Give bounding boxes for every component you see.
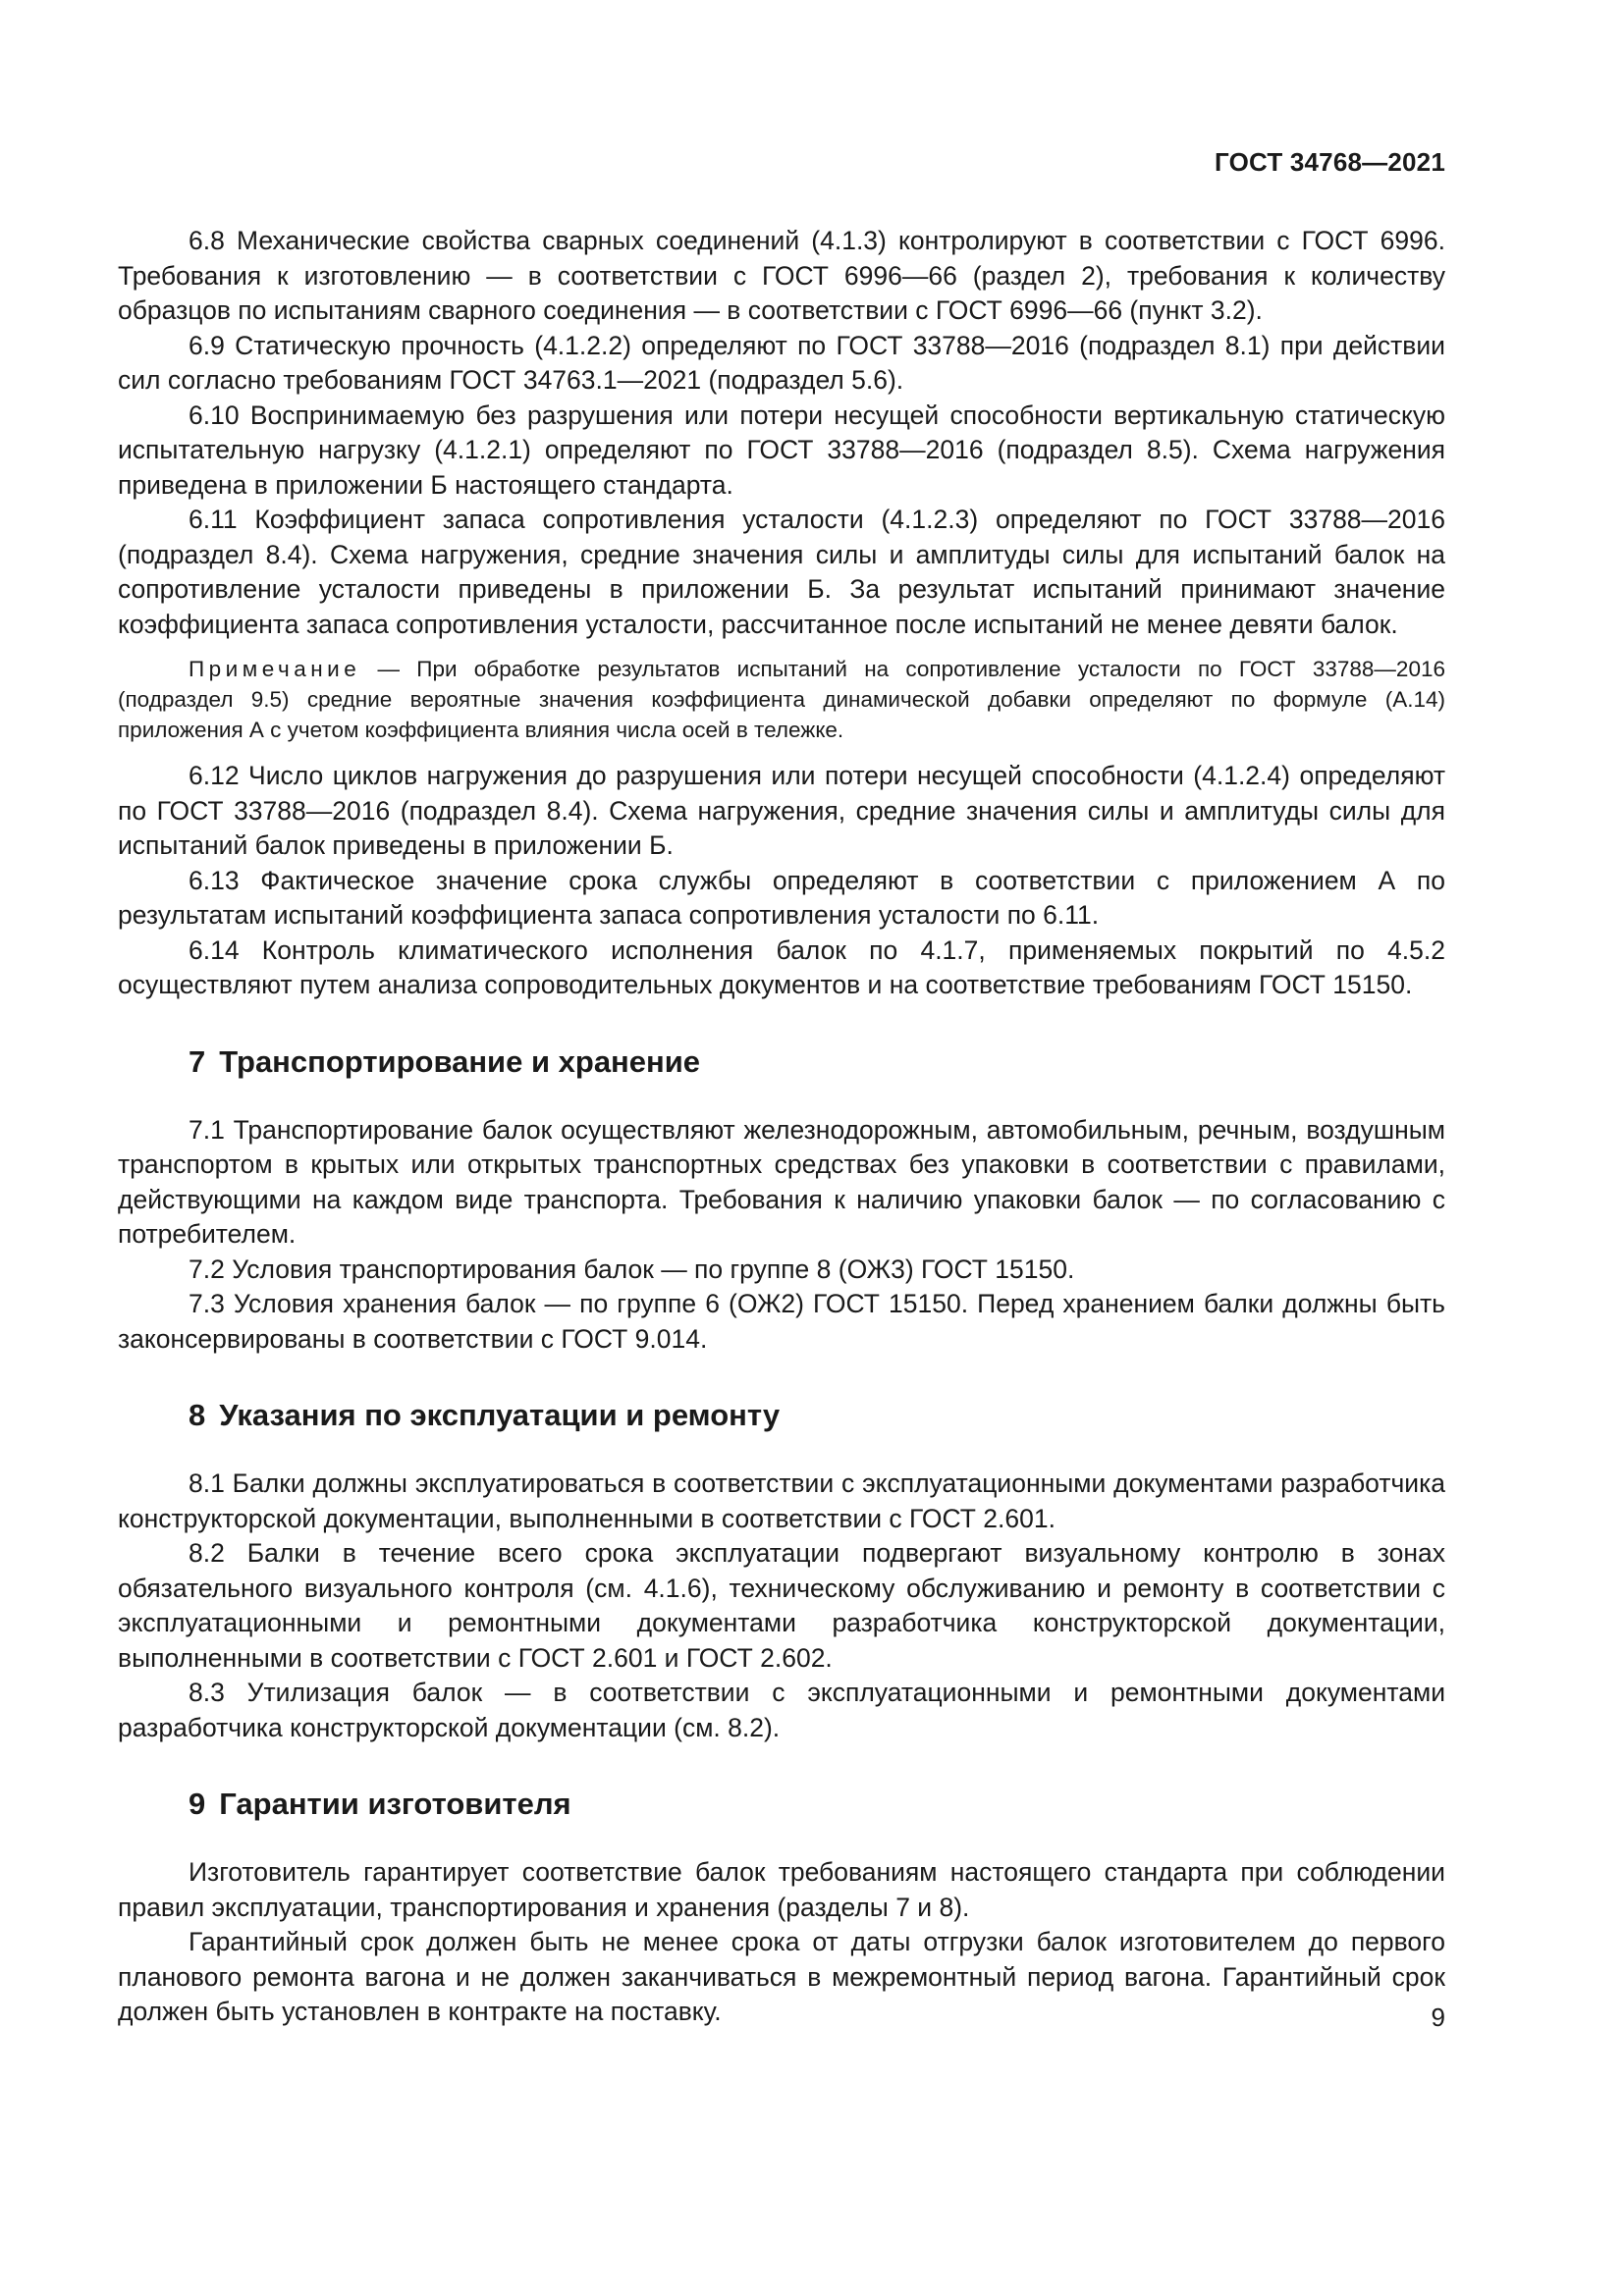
page-number: 9 [1431, 2002, 1445, 2032]
clause-8-1: 8.1 Балки должны эксплуатироваться в соответствии с эксплуатационными документами разработчика конструкторской документации, выполненными в соответствии с ГОСТ 2.601. [118, 1468, 1445, 1533]
clause-6-14: 6.14 Контроль климатического исполнения балок по 4.1.7, применяемых покрытий по 4.5.2 осуществляют путем анализа сопроводительных документов и на соответствие требованиям ГОСТ 15150. [118, 934, 1445, 999]
section-9-title: Гарантии изготовителя [219, 1787, 571, 1821]
section-7-number: 7 [189, 1043, 206, 1079]
document-code-header: ГОСТ 34768—2021 [1215, 147, 1445, 177]
clause-6-13: 6.13 Фактическое значение срока службы определяют в соответствии с приложением А по результатам испытаний коэффициента запаса сопротивления усталости по 6.11. [118, 865, 1445, 930]
section-8-heading [189, 1398, 1445, 1433]
note-paragraph [118, 654, 1445, 745]
clause-7-3: 7.3 Условия хранения балок — по группе 6 (ОЖ2) ГОСТ 15150. Перед хранением балки должны быть законсервированы в соответствии с ГОСТ 9.014. [118, 1289, 1445, 1354]
clause-6-8: 6.8 Механические свойства сварных соединений (4.1.3) контролируют в соответствии с ГОСТ 6996. Требования к изготовлению — в соответствии с ГОСТ 6996—66 (раздел 2), требования к количеству образцов по испытаниям сварного соединения — в соответствии с ГОСТ 6996—66 (пункт 3.2). [118, 226, 1445, 325]
clause-6-12: 6.12 Число циклов нагружения до разрушения или потери несущей способности (4.1.2.4) определяют по ГОСТ 33788—2016 (подраздел 8.4). Схема нагружения, средние значения силы и амплитуды силы для испытаний балок приведены в приложении Б. [118, 761, 1445, 860]
clause-7-2: 7.2 Условия транспортирования балок — по группе 8 (ОЖ3) ГОСТ 15150. [189, 1254, 1075, 1284]
section-7-title: Транспортирование и хранение [219, 1043, 701, 1079]
section-8-title: Указания по эксплуатации и ремонту [219, 1398, 781, 1432]
page-content [118, 224, 1445, 2030]
clause-9-paragraph-1: Изготовитель гарантирует соответствие балок требованиям настоящего стандарта при соблюдении правил эксплуатации, транспортирования и хранения (разделы 7 и 8). [118, 1857, 1445, 1922]
clause-8-2: 8.2 Балки в течение всего срока эксплуатации подвергают визуальному контролю в зонах обязательного визуального контроля (см. 4.1.6), техническому обслуживанию и ремонту в соответствии с эксплуатационными и ремонтными документами разработчика конструкторской документации, выполненными в соответствии с ГОСТ 2.601 и ГОСТ 2.602. [118, 1538, 1445, 1673]
clause-6-10: 6.10 Воспринимаемую без разрушения или потери несущей способности вертикальную статическую испытательную нагрузку (4.1.2.1) определяют по ГОСТ 33788—2016 (подраздел 8.5). Схема нагружения приведена в приложении Б настоящего стандарта. [118, 400, 1445, 500]
clause-6-11: 6.11 Коэффициент запаса сопротивления усталости (4.1.2.3) определяют по ГОСТ 33788—2016 (подраздел 8.4). Схема нагружения, средние значения силы и амплитуды силы для испытаний балок на сопротивление усталости приведены в приложении Б. За результат испытаний принимают значение коэффициента запаса сопротивления усталости, рассчитанное после испытаний не менее девяти балок. [118, 505, 1445, 639]
section-9-number: 9 [189, 1787, 206, 1821]
clause-7-1: 7.1 Транспортирование балок осуществляют железнодорожным, автомобильным, речным, воздушным транспортом в крытых или открытых транспортных средствах без упаковки в соответствии с правилами, действующими на каждом виде транспорта. Требования к наличию упаковки балок — по согласованию с потребителем. [118, 1114, 1445, 1249]
clause-8-3: 8.3 Утилизация балок — в соответствии с эксплуатационными и ремонтными документами разработчика конструкторской документации (см. 8.2). [118, 1678, 1445, 1742]
section-7-heading [189, 1044, 1445, 1080]
note-text: — При обработке результатов испытаний на сопротивление усталости по ГОСТ 33788—2016 (подраздел 9.5) средние вероятные значения коэффициента динамической добавки определяют по формуле (А.14) приложения А с учетом коэффициента влияния числа осей в тележке. [118, 657, 1445, 742]
clause-9-paragraph-2: Гарантийный срок должен быть не менее срока от даты отгрузки балок изготовителем до первого планового ремонта вагона и не должен заканчиваться в межремонтный период вагона. Гарантийный срок должен быть установлен в контракте на поставку. [118, 1927, 1445, 2026]
note-label: Примечание [189, 657, 361, 681]
section-9-heading [189, 1787, 1445, 1822]
clause-6-9: 6.9 Статическую прочность (4.1.2.2) определяют по ГОСТ 33788—2016 (подраздел 8.1) при действии сил согласно требованиям ГОСТ 34763.1—2021 (подраздел 5.6). [118, 330, 1445, 395]
section-8-number: 8 [189, 1398, 206, 1432]
